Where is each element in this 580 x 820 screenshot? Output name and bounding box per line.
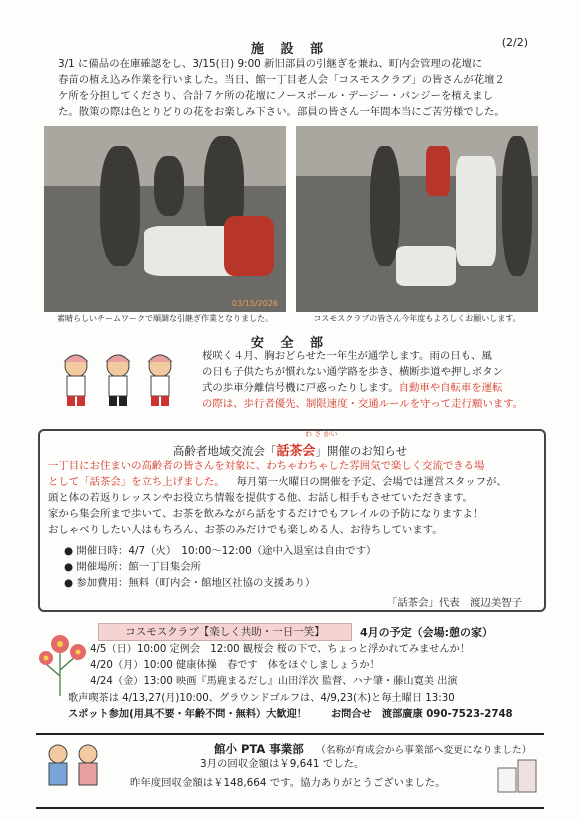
salon-text (48, 458, 542, 538)
facilities-line: た。散策の際は色とりどりの花をお楽しみ下さい。部員の皆さん一年間本当にご苦労様でした。 (58, 106, 505, 118)
salon-intro-rest: 毎月第一火曜日の開催を予定、会場では運営スタッフが、 (236, 476, 507, 488)
schedule-line: 4/24（金）13:00 映画『馬鹿まるだし』山田洋次 監督、ハナ肇・藤山寛美 出演 (90, 676, 458, 687)
salon-signature: 「話茶会」代表 渡辺美智子 (386, 597, 522, 609)
salon-line: 頭と体の若返りレッスンやお役立ち情報を提供する他、お話し相手もさせていただきます。 (48, 492, 474, 504)
cosmos-contact: お問合せ 渡部廣康 090-7523-2748 (330, 709, 513, 720)
photo-planting-team (44, 126, 286, 312)
cosmos-banner: コスモスクラブ【楽しく共助・一日一笑】 (98, 623, 352, 641)
facilities-text (58, 56, 538, 120)
schedule-line: 4/5（日）10:00 定例会 12:00 観桜会 桜の下で、ちょっと浮かれてみませんか！ (90, 644, 471, 655)
facilities-line: 春苗の植え込み作業を行いました。当日、館一丁目老人会「コスモスクラブ」の皆さんが花壇２ (58, 74, 505, 86)
kids-illustration (40, 738, 110, 798)
facilities-title: 施 設 部 (250, 42, 330, 57)
pta-collection-year: 昨年度回収金額は￥148,664 です。協力ありがとうございました。 (130, 777, 446, 789)
safety-line (202, 380, 542, 396)
child-figure (64, 355, 88, 406)
safety-line: の日も子供たちが慣れない通学路を歩き、横断歩道や押しボタン (202, 366, 503, 378)
detail-fee: 参加費用：無料（町内会・館地区社協の支援あり） (76, 577, 316, 589)
safety-line-text: 式の歩車分離信号機に戸惑ったりします。 (202, 382, 399, 394)
cosmos-spot: スポット参加(用具不要・年齢不問・無料）大歓迎！ (68, 709, 307, 720)
salon-details (64, 543, 534, 591)
safety-title: 安 全 部 (250, 336, 330, 351)
bullet-icon: ● (64, 561, 74, 573)
schedule-line: 4/20（月）10:00 健康体操 春です 体をほぐしましょうか！ (90, 660, 380, 671)
bullet-icon: ● (64, 577, 74, 589)
salon-line: 家から集会所まで歩いて、お茶を飲みながら話をするだけでもフレイルの予防になりますよ！ (48, 508, 484, 520)
detail-date: 開催日時：4/7（火） 10:00～12:00（途中入退室は自由です） (76, 545, 377, 557)
salon-title-suffix: 」開催のお知らせ (315, 444, 408, 458)
pta-title: 館小 PTA 事業部 (214, 742, 304, 756)
safety-warning-cont: の際は、歩行者優先、制限速度・交通ルールを守って走行願います。 (202, 398, 524, 410)
cosmos-schedule-title: 4月の予定（会場:憩の家） (360, 626, 494, 639)
detail-item (64, 575, 534, 591)
salon-intro-red: 一丁目にお住まいの高齢者の皆さんを対象に、わちゃわちゃした雰囲気で楽しく交流できる場 (48, 460, 485, 472)
safety-line: 桜咲く４月、胸おどらせた一年生が通学します。雨の日も、風 (202, 350, 492, 362)
pta-collection-march: 3月の回収金額は￥9,641 でした。 (200, 758, 365, 770)
child-figure (148, 355, 172, 406)
salon-line: おしゃべりしたい人はもちろん、お茶のみだけでも楽しめる人、お待ちしています。 (48, 524, 443, 536)
detail-venue: 開催場所：館一丁目集会所 (76, 561, 202, 573)
cosmos-schedule (90, 642, 550, 690)
photo-cosmos-club (296, 126, 538, 312)
child-figure (106, 355, 130, 406)
facilities-line: 3/1 に備品の在庫確認をし、3/15(日) 9:00 新旧部員の引継ぎを兼ね、町内会管理の花壇に (58, 58, 483, 70)
schoolchildren-illustration (56, 350, 186, 414)
photo-date-stamp: 03/15/2026 (231, 299, 278, 308)
pta-note: （名称が育成会から事業部へ変更になりました） (316, 745, 532, 756)
page-number: (2/2) (501, 36, 528, 49)
safety-text (202, 348, 542, 412)
detail-item (64, 543, 534, 559)
salon-intro-red-2: として「話茶会」を立ち上げました。 (48, 476, 225, 488)
photo1-caption: 素晴らしいチームワークで順調な引継ぎ作業となりました。 (57, 314, 273, 323)
cosmos-flower-illustration (36, 626, 88, 700)
salon-title-name: 話茶会 (276, 444, 316, 459)
safety-warning: 自動車や自転車を運転 (398, 382, 503, 394)
recycling-boxes-illustration (496, 750, 540, 796)
salon-title (0, 440, 580, 459)
salon-ruby: わ さ かい (305, 430, 338, 438)
facilities-line: ケ所を分担してくださり、合計７ケ所の花壇にノースポール・デージー・パンジーを植えまし (58, 90, 493, 102)
salon-title-prefix: 高齢者地域交流会「 (172, 444, 277, 458)
salon-intro-line (48, 474, 542, 490)
photo2-caption: コスモスクラブの皆さん今年度もよろしくお願いします。 (313, 314, 521, 323)
schedule-line: 歌声喫茶は 4/13,27(月)10:00、グラウンドゴルフは、4/9,23(木)と毎土曜日 13:30 (68, 693, 455, 704)
cosmos-footer (68, 707, 548, 723)
detail-item (64, 559, 534, 575)
cosmos-extra (68, 691, 548, 723)
bullet-icon: ● (64, 545, 74, 557)
